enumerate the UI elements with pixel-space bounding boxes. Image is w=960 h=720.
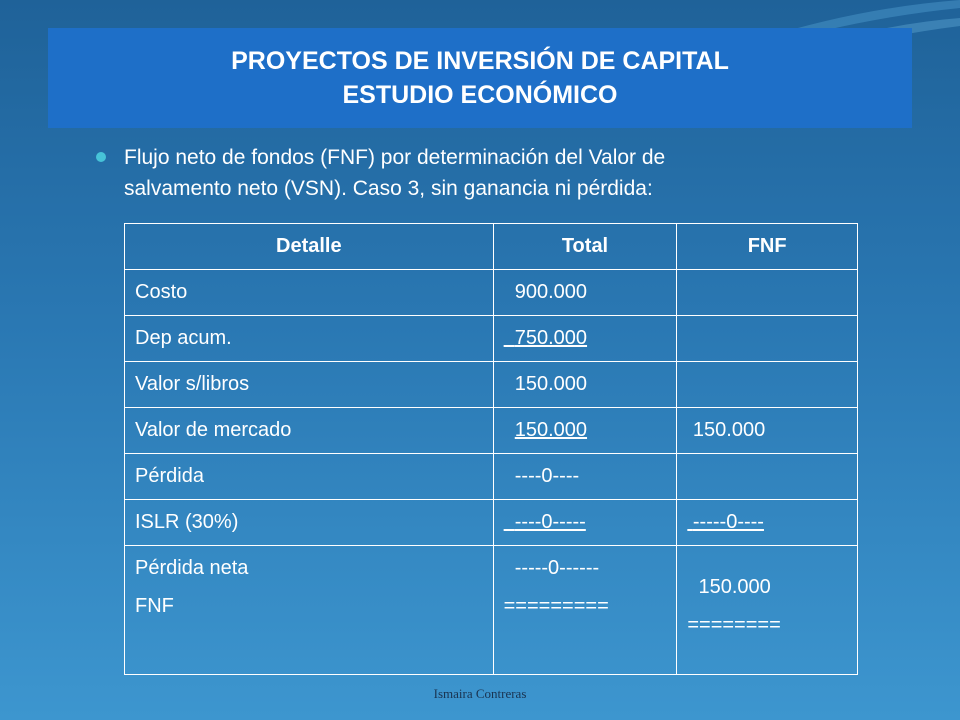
cell-total [493,408,677,454]
cell-detalle: ISLR (30%) [125,500,494,546]
cell-fnf [677,270,858,316]
bullet-line-1: Flujo neto de fondos (FNF) por determinación del Valor de [124,146,666,169]
table-row-totals [125,546,858,675]
cell-fnf [677,500,858,546]
label-perdida-neta: Pérdida neta [135,557,249,579]
cell-detalle: Costo [125,270,494,316]
spacer [687,556,847,575]
cell-detalle: Dep acum. [125,316,494,362]
cell-total-underlined [504,327,587,349]
vsn-table [124,223,858,675]
cell-fnf-underlined [687,511,764,533]
bullet-line-2: salvamento neto (VSN). Caso 3, sin ganancia ni pérdida: [124,177,653,200]
table-row [125,270,858,316]
table-header-row [125,224,858,270]
cell-total-value: 150.000 [514,373,588,395]
cell-total [493,270,677,316]
value-fnf [687,575,847,613]
bullet-text [124,142,665,204]
cell-detalle: Valor s/libros [125,362,494,408]
cell-total-value: 900.000 [514,281,588,303]
footer-author: Ismaira Contreras [433,686,527,701]
value-fnf-text: 150.000 [698,576,771,598]
fnf-separator: ======== [687,614,781,636]
header-total: Total [493,224,677,270]
value-perdida-neta [504,556,667,594]
table-row [125,454,858,500]
title-line-2: ESTUDIO ECONÓMICO [342,81,618,109]
cell-total-value: 750.000 [514,327,588,349]
cell-fnf-value: 150.000 [692,419,766,441]
title-banner [48,28,912,128]
bullet-item [96,142,796,204]
title-line-1: PROYECTOS DE INVERSIÓN DE CAPITAL [231,47,729,75]
cell-total [493,454,677,500]
cell-total-value: ----0----- [514,511,586,533]
cell-total [493,546,677,675]
table-row [125,500,858,546]
cell-fnf [677,362,858,408]
table-row [125,316,858,362]
bullet-dot-icon [96,152,106,162]
cell-total-value: ----0---- [514,465,580,487]
cell-fnf [677,408,858,454]
cell-fnf-value: -----0---- [692,511,764,533]
cell-total [493,316,677,362]
label-fnf: FNF [135,595,174,617]
value-perdida-neta-text: -----0------ [514,557,600,579]
total-separator: ========= [503,595,609,617]
cell-total-value: 150.000 [514,419,588,441]
cell-detalle: Valor de mercado [125,408,494,454]
header-fnf: FNF [677,224,858,270]
cell-detalle [125,546,494,675]
header-detalle: Detalle [125,224,494,270]
cell-total [493,500,677,546]
cell-fnf [677,316,858,362]
table-row [125,408,858,454]
cell-fnf [677,454,858,500]
table-row [125,362,858,408]
cell-fnf [677,546,858,675]
cell-total [493,362,677,408]
cell-total-underlined [504,511,586,533]
cell-detalle: Pérdida [125,454,494,500]
